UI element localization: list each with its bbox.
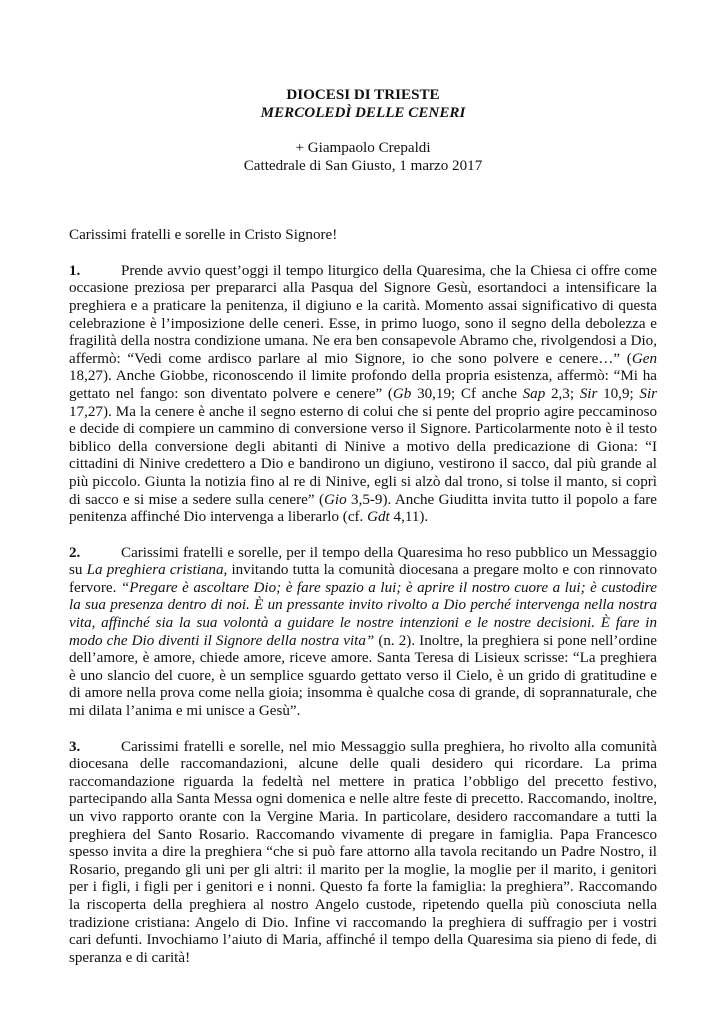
- diocese-title: DIOCESI DI TRIESTE: [286, 87, 440, 103]
- greeting: Carissimi fratelli e sorelle in Cristo Signore!: [69, 227, 338, 244]
- bible-ref: Sir: [579, 385, 598, 402]
- paragraph-2: 2. Carissimi fratelli e sorelle, per il tempo della Quaresima ho reso pubblico un Messaggio su La preghiera cristiana, invitando tutta la comunità diocesana a pregare molto e con rinnovato fervore. “Pregare è ascoltare Dio; è fare spazio a lui; è aprire il nostro cuore a lui; è custodire la sua presenza dentro di noi. È un pressante invito rivolto a Dio perché intervenga nella nostra vita, affinché sia la sua volontà a guidare le nostre intenzioni e le nostre decisioni. È fare in modo che Dio diventi il Signore della nostra vita” (n. 2). Inoltre, la preghiera si pone nell’ordine dell’amore, è amore, chiede amore, riceve amore. Santa Teresa di Lisieux scrisse: “La preghiera è uno slancio del cuore, è un semplice sguardo gettato verso il Cielo, è un grido di gratitudine e di amore nella prova come nella gioia; insomma è qualche cosa di grande, di soprannaturale, che mi dilata l’anima e mi unisce a Gesù”.: [69, 544, 657, 720]
- bible-ref: Gio: [323, 491, 347, 508]
- bible-ref: Sap: [522, 385, 546, 402]
- italic-quote: “Pregare è ascoltare Dio; è fare spazio a lui; è aprire il nostro cuore a lui; è custodire la sua presenza dentro di noi. È un pressante invito rivolto a Dio perché intervenga nella nostra vita, affinché sia la sua volontà a guidare le nostre intenzioni e le nostre decisioni. È fare in modo che Dio diventi il Signore della nostra vita”: [69, 579, 657, 649]
- bible-ref: Sir: [639, 385, 658, 402]
- occasion-title: MERCOLEDÌ DELLE CENERI: [260, 105, 466, 121]
- paragraph-number: 1.: [69, 262, 81, 279]
- bible-ref: Gen: [631, 350, 657, 367]
- italic-title: La preghiera cristiana,: [86, 562, 228, 579]
- paragraph-3: 3. Carissimi fratelli e sorelle, nel mio Messaggio sulla preghiera, ho rivolto alla comunità diocesana delle raccomandazioni, alcune delle quali desidero qui ricordare. La prima raccomandazione riguarda la fedeltà nel mettere in pratica l’obbligo del precetto festivo, partecipando alla Santa Messa ogni domenica e nelle altre feste di precetto. Raccomando, inoltre, un vivo rapporto orante con la Vergine Maria. In particolare, desidero raccomandare a tutti la preghiera del Santo Rosario. Raccomando vivamente di pregare in famiglia. Papa Francesco spesso invita a dire la preghiera “che si può fare attorno alla tavola recitando un Padre Nostro, il Rosario, pregando gli uni per gli altri: il marito per la moglie, la moglie per il marito, i genitori per i figli, i figli per i genitori e i nonni. Questo fa forte la famiglia: la preghiera”. Raccomando la riscoperta della preghiera al nostro Angelo custode, ripetendo quella più conosciuta nella tradizione cristiana: Angelo di Dio. Infine vi raccomando la preghiera di suffragio per i vostri cari defunti. Invochiamo l’aiuto di Maria, affinché il tempo della Quaresima sia pieno di fede, di speranza e di carità!: [69, 738, 657, 966]
- author-line: + Giampaolo Crepaldi: [295, 140, 431, 156]
- paragraph-number: 3.: [69, 738, 81, 755]
- paragraph-1: 1. Prende avvio quest’oggi il tempo liturgico della Quaresima, che la Chiesa ci offre come occasione preziosa per prepararci alla Pasqua del Signore Gesù, esortandoci a intensificare la preghiera e a praticare la penitenza, il digiuno e la carità. Momento assai significativo di questa celebrazione è l’imposizione delle ceneri. Esse, in primo luogo, sono il segno della debolezza e fragilità della nostra condizione umana. Ne era ben consapevole Abramo che, rivolgendosi a Dio, affermò: “Vedi come ardisco parlare al mio Signore, io che sono polvere e cenere…” (Gen 18,27). Anche Giobbe, riconoscendo il limite profondo della propria esistenza, affermò: “Mi ha gettato nel fango: son diventato polvere e cenere” (Gb 30,19; Cf anche Sap 2,3; Sir 10,9; Sir 17,27). Ma la cenere è anche il segno esterno di colui che si pente del proprio agire peccaminoso e decide di compiere un cammino di conversione verso il Signore. Particolarmente noto è il testo biblico della conversione degli abitanti di Ninive a motivo della predicazione di Giona: “I cittadini di Ninive credettero a Dio e bandirono un digiuno, vestirono il sacco, dal più grande al più piccolo. Giunta la notizia fino al re di Ninive, egli si alzò dal trono, si tolse il manto, si coprì di sacco e si mise a sedere sulla cenere” (Gio 3,5-9). Anche Giuditta invita tutto il popolo a fare penitenza affinché Dio intervenga a liberarlo (cf. Gdt 4,11).: [69, 262, 658, 526]
- place-date-line: Cattedrale di San Giusto, 1 marzo 2017: [243, 157, 483, 174]
- bible-ref: Gb: [392, 385, 412, 402]
- bible-ref: Gdt: [367, 509, 390, 526]
- paragraph-number: 2.: [69, 544, 81, 561]
